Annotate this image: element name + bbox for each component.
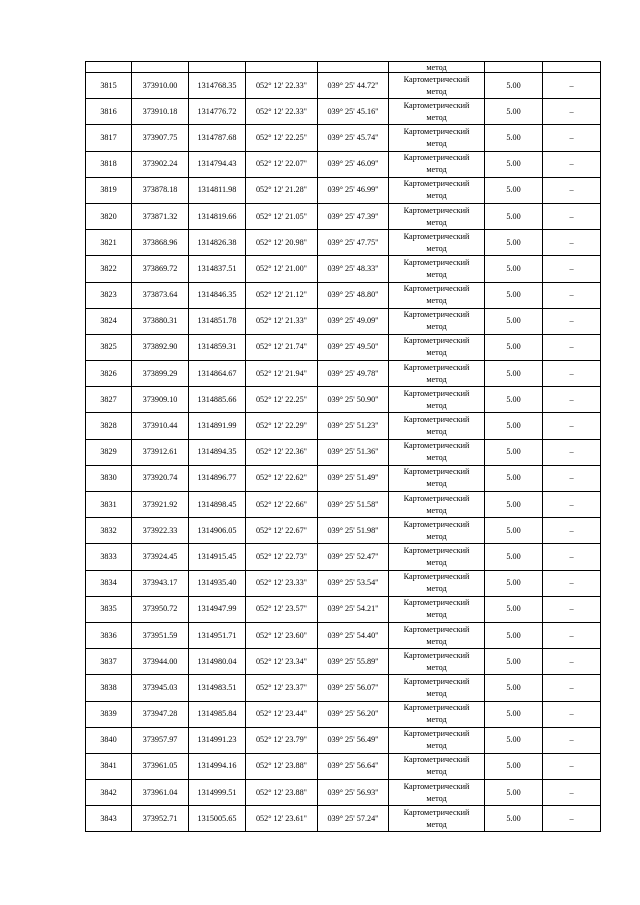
cell-longitude: 039° 25' 53.54" — [318, 570, 389, 596]
cell-point-number: 3833 — [86, 544, 132, 570]
table-row — [86, 282, 601, 308]
cell-point-number: 3819 — [86, 177, 132, 203]
cell-accuracy: 5.00 — [485, 727, 543, 753]
cell-longitude: 039° 25' 51.58" — [318, 492, 389, 518]
cell-point-number: 3821 — [86, 230, 132, 256]
cell-latitude: 052° 12' 22.07" — [246, 151, 318, 177]
cell-latitude: 052° 12' 21.74" — [246, 334, 318, 360]
cell-latitude: 052° 12' 22.62" — [246, 465, 318, 491]
table-row — [86, 596, 601, 622]
cell-note: – — [543, 203, 601, 229]
cell-accuracy: 5.00 — [485, 806, 543, 832]
cell-y: 1314935.40 — [189, 570, 246, 596]
cell-point-number: 3820 — [86, 203, 132, 229]
cell-y: 1314776.72 — [189, 99, 246, 125]
cell-note: – — [543, 675, 601, 701]
cell-y: 1314947.99 — [189, 596, 246, 622]
cell-x: 373909.10 — [132, 387, 189, 413]
cell-note: – — [543, 334, 601, 360]
cell-method: Картометрический метод — [389, 439, 485, 465]
cell-point-number: 3838 — [86, 675, 132, 701]
cell-y: 1314906.05 — [189, 518, 246, 544]
cell-point-number: 3842 — [86, 780, 132, 806]
cell-y: 1314794.43 — [189, 151, 246, 177]
cell-point-number: 3828 — [86, 413, 132, 439]
cell-latitude: 052° 12' 22.67" — [246, 518, 318, 544]
cell-point-number — [86, 62, 132, 73]
table-row — [86, 413, 601, 439]
cell-method: метод — [389, 62, 485, 73]
cell-longitude — [318, 62, 389, 73]
cell-point-number: 3841 — [86, 753, 132, 779]
table-row — [86, 649, 601, 675]
cell-point-number: 3843 — [86, 806, 132, 832]
table-row — [86, 492, 601, 518]
cell-note: – — [543, 230, 601, 256]
cell-x: 373945.03 — [132, 675, 189, 701]
cell-y — [189, 62, 246, 73]
cell-accuracy: 5.00 — [485, 622, 543, 648]
cell-x: 373868.96 — [132, 230, 189, 256]
table-row — [86, 230, 601, 256]
cell-point-number: 3816 — [86, 99, 132, 125]
cell-longitude: 039° 25' 45.16" — [318, 99, 389, 125]
cell-point-number: 3830 — [86, 465, 132, 491]
cell-accuracy: 5.00 — [485, 544, 543, 570]
cell-accuracy: 5.00 — [485, 361, 543, 387]
cell-note: – — [543, 544, 601, 570]
cell-accuracy: 5.00 — [485, 151, 543, 177]
cell-longitude: 039° 25' 56.49" — [318, 727, 389, 753]
cell-x: 373902.24 — [132, 151, 189, 177]
cell-latitude: 052° 12' 22.33" — [246, 73, 318, 99]
cell-method: Картометрический метод — [389, 727, 485, 753]
cell-accuracy: 5.00 — [485, 701, 543, 727]
cell-longitude: 039° 25' 56.07" — [318, 675, 389, 701]
cell-note: – — [543, 151, 601, 177]
cell-x: 373871.32 — [132, 203, 189, 229]
cell-y: 1314826.38 — [189, 230, 246, 256]
cell-x: 373961.05 — [132, 753, 189, 779]
cell-x: 373922.33 — [132, 518, 189, 544]
cell-method: Картометрический метод — [389, 570, 485, 596]
cell-accuracy: 5.00 — [485, 413, 543, 439]
cell-accuracy: 5.00 — [485, 465, 543, 491]
cell-longitude: 039° 25' 56.64" — [318, 753, 389, 779]
cell-longitude: 039° 25' 57.24" — [318, 806, 389, 832]
cell-longitude: 039° 25' 56.20" — [318, 701, 389, 727]
cell-note — [543, 62, 601, 73]
cell-latitude: 052° 12' 22.25" — [246, 125, 318, 151]
cell-latitude: 052° 12' 21.94" — [246, 361, 318, 387]
cell-method: Картометрический метод — [389, 753, 485, 779]
cell-note: – — [543, 492, 601, 518]
cell-latitude: 052° 12' 23.88" — [246, 753, 318, 779]
table-row — [86, 518, 601, 544]
cell-method: Картометрический метод — [389, 308, 485, 334]
cell-point-number: 3818 — [86, 151, 132, 177]
cell-x: 373950.72 — [132, 596, 189, 622]
table-row — [86, 465, 601, 491]
cell-point-number: 3836 — [86, 622, 132, 648]
cell-note: – — [543, 649, 601, 675]
cell-note: – — [543, 701, 601, 727]
cell-point-number: 3829 — [86, 439, 132, 465]
cell-method: Картометрический метод — [389, 361, 485, 387]
cell-x: 373910.18 — [132, 99, 189, 125]
cell-method: Картометрический метод — [389, 518, 485, 544]
cell-x — [132, 62, 189, 73]
cell-longitude: 039° 25' 54.40" — [318, 622, 389, 648]
table-row — [86, 387, 601, 413]
cell-note: – — [543, 73, 601, 99]
cell-latitude: 052° 12' 23.34" — [246, 649, 318, 675]
cell-y: 1314980.04 — [189, 649, 246, 675]
cell-y: 1315005.65 — [189, 806, 246, 832]
cell-longitude: 039° 25' 56.93" — [318, 780, 389, 806]
cell-method: Картометрический метод — [389, 596, 485, 622]
cell-method: Картометрический метод — [389, 387, 485, 413]
cell-method: Картометрический метод — [389, 465, 485, 491]
cell-latitude: 052° 12' 23.88" — [246, 780, 318, 806]
cell-longitude: 039° 25' 51.98" — [318, 518, 389, 544]
cell-longitude: 039° 25' 46.99" — [318, 177, 389, 203]
cell-point-number: 3822 — [86, 256, 132, 282]
cell-method: Картометрический метод — [389, 99, 485, 125]
cell-latitude: 052° 12' 23.60" — [246, 622, 318, 648]
cell-note: – — [543, 413, 601, 439]
cell-latitude: 052° 12' 21.12" — [246, 282, 318, 308]
cell-method: Картометрический метод — [389, 151, 485, 177]
cell-longitude: 039° 25' 51.36" — [318, 439, 389, 465]
cell-note: – — [543, 622, 601, 648]
cell-y: 1314915.45 — [189, 544, 246, 570]
cell-x: 373873.64 — [132, 282, 189, 308]
cell-accuracy: 5.00 — [485, 518, 543, 544]
cell-point-number: 3827 — [86, 387, 132, 413]
cell-accuracy: 5.00 — [485, 282, 543, 308]
cell-x: 373878.18 — [132, 177, 189, 203]
cell-longitude: 039° 25' 54.21" — [318, 596, 389, 622]
cell-method: Картометрический метод — [389, 256, 485, 282]
cell-x: 373920.74 — [132, 465, 189, 491]
cell-latitude: 052° 12' 23.37" — [246, 675, 318, 701]
cell-y: 1314891.99 — [189, 413, 246, 439]
cell-x: 373910.00 — [132, 73, 189, 99]
cell-note: – — [543, 753, 601, 779]
table-row — [86, 73, 601, 99]
cell-y: 1314994.16 — [189, 753, 246, 779]
cell-latitude: 052° 12' 23.61" — [246, 806, 318, 832]
cell-point-number: 3840 — [86, 727, 132, 753]
cell-note: – — [543, 361, 601, 387]
cell-accuracy: 5.00 — [485, 230, 543, 256]
cell-y: 1314811.98 — [189, 177, 246, 203]
cell-x: 373961.04 — [132, 780, 189, 806]
cell-y: 1314864.67 — [189, 361, 246, 387]
table-row — [86, 439, 601, 465]
cell-y: 1314991.23 — [189, 727, 246, 753]
coordinates-table — [85, 61, 601, 832]
cell-note: – — [543, 256, 601, 282]
cell-longitude: 039° 25' 48.80" — [318, 282, 389, 308]
cell-method: Картометрический метод — [389, 413, 485, 439]
cell-y: 1314999.51 — [189, 780, 246, 806]
cell-x: 373899.29 — [132, 361, 189, 387]
cell-accuracy: 5.00 — [485, 675, 543, 701]
cell-accuracy: 5.00 — [485, 203, 543, 229]
cell-accuracy: 5.00 — [485, 256, 543, 282]
cell-note: – — [543, 99, 601, 125]
cell-x: 373869.72 — [132, 256, 189, 282]
cell-longitude: 039° 25' 46.09" — [318, 151, 389, 177]
cell-x: 373880.31 — [132, 308, 189, 334]
table-row — [86, 544, 601, 570]
cell-point-number: 3825 — [86, 334, 132, 360]
cell-note: – — [543, 596, 601, 622]
cell-x: 373944.00 — [132, 649, 189, 675]
table-row — [86, 806, 601, 832]
cell-y: 1314819.66 — [189, 203, 246, 229]
table-row — [86, 753, 601, 779]
cell-point-number: 3832 — [86, 518, 132, 544]
cell-x: 373951.59 — [132, 622, 189, 648]
cell-latitude: 052° 12' 23.79" — [246, 727, 318, 753]
cell-x: 373892.90 — [132, 334, 189, 360]
cell-latitude: 052° 12' 20.98" — [246, 230, 318, 256]
cell-note: – — [543, 518, 601, 544]
cell-method: Картометрический метод — [389, 780, 485, 806]
cell-note: – — [543, 465, 601, 491]
cell-note: – — [543, 439, 601, 465]
cell-longitude: 039° 25' 55.89" — [318, 649, 389, 675]
cell-longitude: 039° 25' 51.49" — [318, 465, 389, 491]
cell-latitude — [246, 62, 318, 73]
cell-note: – — [543, 308, 601, 334]
cell-x: 373921.92 — [132, 492, 189, 518]
cell-accuracy: 5.00 — [485, 780, 543, 806]
cell-x: 373947.28 — [132, 701, 189, 727]
cell-x: 373924.45 — [132, 544, 189, 570]
cell-y: 1314894.35 — [189, 439, 246, 465]
cell-y: 1314985.84 — [189, 701, 246, 727]
cell-note: – — [543, 125, 601, 151]
cell-accuracy — [485, 62, 543, 73]
cell-method: Картометрический метод — [389, 649, 485, 675]
cell-accuracy: 5.00 — [485, 649, 543, 675]
cell-point-number: 3839 — [86, 701, 132, 727]
cell-y: 1314768.35 — [189, 73, 246, 99]
table-row — [86, 334, 601, 360]
cell-longitude: 039° 25' 44.72" — [318, 73, 389, 99]
cell-x: 373907.75 — [132, 125, 189, 151]
cell-point-number: 3834 — [86, 570, 132, 596]
cell-x: 373957.97 — [132, 727, 189, 753]
cell-x: 373912.61 — [132, 439, 189, 465]
cell-longitude: 039° 25' 49.09" — [318, 308, 389, 334]
cell-method: Картометрический метод — [389, 806, 485, 832]
table-row — [86, 256, 601, 282]
cell-accuracy: 5.00 — [485, 492, 543, 518]
cell-note: – — [543, 282, 601, 308]
cell-longitude: 039° 25' 49.50" — [318, 334, 389, 360]
cell-method: Картометрический метод — [389, 701, 485, 727]
cell-method: Картометрический метод — [389, 177, 485, 203]
cell-accuracy: 5.00 — [485, 334, 543, 360]
cell-method: Картометрический метод — [389, 675, 485, 701]
continuation-row — [86, 62, 601, 73]
cell-longitude: 039° 25' 47.75" — [318, 230, 389, 256]
cell-latitude: 052° 12' 22.73" — [246, 544, 318, 570]
cell-longitude: 039° 25' 51.23" — [318, 413, 389, 439]
table-row — [86, 622, 601, 648]
cell-note: – — [543, 806, 601, 832]
cell-note: – — [543, 727, 601, 753]
cell-accuracy: 5.00 — [485, 125, 543, 151]
cell-longitude: 039° 25' 50.90" — [318, 387, 389, 413]
table-row — [86, 361, 601, 387]
cell-accuracy: 5.00 — [485, 596, 543, 622]
cell-x: 373910.44 — [132, 413, 189, 439]
cell-accuracy: 5.00 — [485, 308, 543, 334]
cell-latitude: 052° 12' 23.44" — [246, 701, 318, 727]
cell-method: Картометрический метод — [389, 334, 485, 360]
table-body — [86, 62, 601, 832]
cell-y: 1314859.31 — [189, 334, 246, 360]
cell-y: 1314898.45 — [189, 492, 246, 518]
cell-accuracy: 5.00 — [485, 387, 543, 413]
cell-accuracy: 5.00 — [485, 439, 543, 465]
table-row — [86, 151, 601, 177]
cell-note: – — [543, 780, 601, 806]
cell-method: Картометрический метод — [389, 230, 485, 256]
cell-accuracy: 5.00 — [485, 99, 543, 125]
cell-y: 1314787.68 — [189, 125, 246, 151]
cell-latitude: 052° 12' 23.33" — [246, 570, 318, 596]
cell-longitude: 039° 25' 48.33" — [318, 256, 389, 282]
cell-method: Картометрический метод — [389, 282, 485, 308]
cell-point-number: 3824 — [86, 308, 132, 334]
cell-point-number: 3835 — [86, 596, 132, 622]
cell-method: Картометрический метод — [389, 125, 485, 151]
cell-latitude: 052° 12' 21.33" — [246, 308, 318, 334]
cell-y: 1314885.66 — [189, 387, 246, 413]
cell-method: Картометрический метод — [389, 492, 485, 518]
cell-point-number: 3817 — [86, 125, 132, 151]
cell-latitude: 052° 12' 22.66" — [246, 492, 318, 518]
cell-y: 1314951.71 — [189, 622, 246, 648]
cell-latitude: 052° 12' 21.05" — [246, 203, 318, 229]
cell-point-number: 3823 — [86, 282, 132, 308]
table-row — [86, 203, 601, 229]
cell-note: – — [543, 570, 601, 596]
cell-method: Картометрический метод — [389, 622, 485, 648]
cell-y: 1314896.77 — [189, 465, 246, 491]
cell-y: 1314851.78 — [189, 308, 246, 334]
table-row — [86, 177, 601, 203]
cell-latitude: 052° 12' 22.25" — [246, 387, 318, 413]
cell-note: – — [543, 387, 601, 413]
cell-y: 1314837.51 — [189, 256, 246, 282]
cell-method: Картометрический метод — [389, 203, 485, 229]
cell-longitude: 039° 25' 52.47" — [318, 544, 389, 570]
table-row — [86, 780, 601, 806]
cell-longitude: 039° 25' 45.74" — [318, 125, 389, 151]
cell-accuracy: 5.00 — [485, 73, 543, 99]
table-row — [86, 99, 601, 125]
cell-x: 373952.71 — [132, 806, 189, 832]
cell-accuracy: 5.00 — [485, 570, 543, 596]
cell-method: Картометрический метод — [389, 73, 485, 99]
table-row — [86, 675, 601, 701]
table-row — [86, 727, 601, 753]
cell-y: 1314983.51 — [189, 675, 246, 701]
table-row — [86, 308, 601, 334]
cell-point-number: 3837 — [86, 649, 132, 675]
cell-latitude: 052° 12' 22.29" — [246, 413, 318, 439]
cell-longitude: 039° 25' 49.78" — [318, 361, 389, 387]
cell-accuracy: 5.00 — [485, 177, 543, 203]
cell-point-number: 3831 — [86, 492, 132, 518]
cell-latitude: 052° 12' 22.33" — [246, 99, 318, 125]
cell-latitude: 052° 12' 23.57" — [246, 596, 318, 622]
table-row — [86, 125, 601, 151]
table-row — [86, 570, 601, 596]
cell-accuracy: 5.00 — [485, 753, 543, 779]
cell-point-number: 3826 — [86, 361, 132, 387]
cell-point-number: 3815 — [86, 73, 132, 99]
cell-x: 373943.17 — [132, 570, 189, 596]
cell-y: 1314846.35 — [189, 282, 246, 308]
cell-latitude: 052° 12' 22.36" — [246, 439, 318, 465]
cell-longitude: 039° 25' 47.39" — [318, 203, 389, 229]
cell-note: – — [543, 177, 601, 203]
cell-latitude: 052° 12' 21.00" — [246, 256, 318, 282]
cell-method: Картометрический метод — [389, 544, 485, 570]
table-row — [86, 701, 601, 727]
cell-latitude: 052° 12' 21.28" — [246, 177, 318, 203]
